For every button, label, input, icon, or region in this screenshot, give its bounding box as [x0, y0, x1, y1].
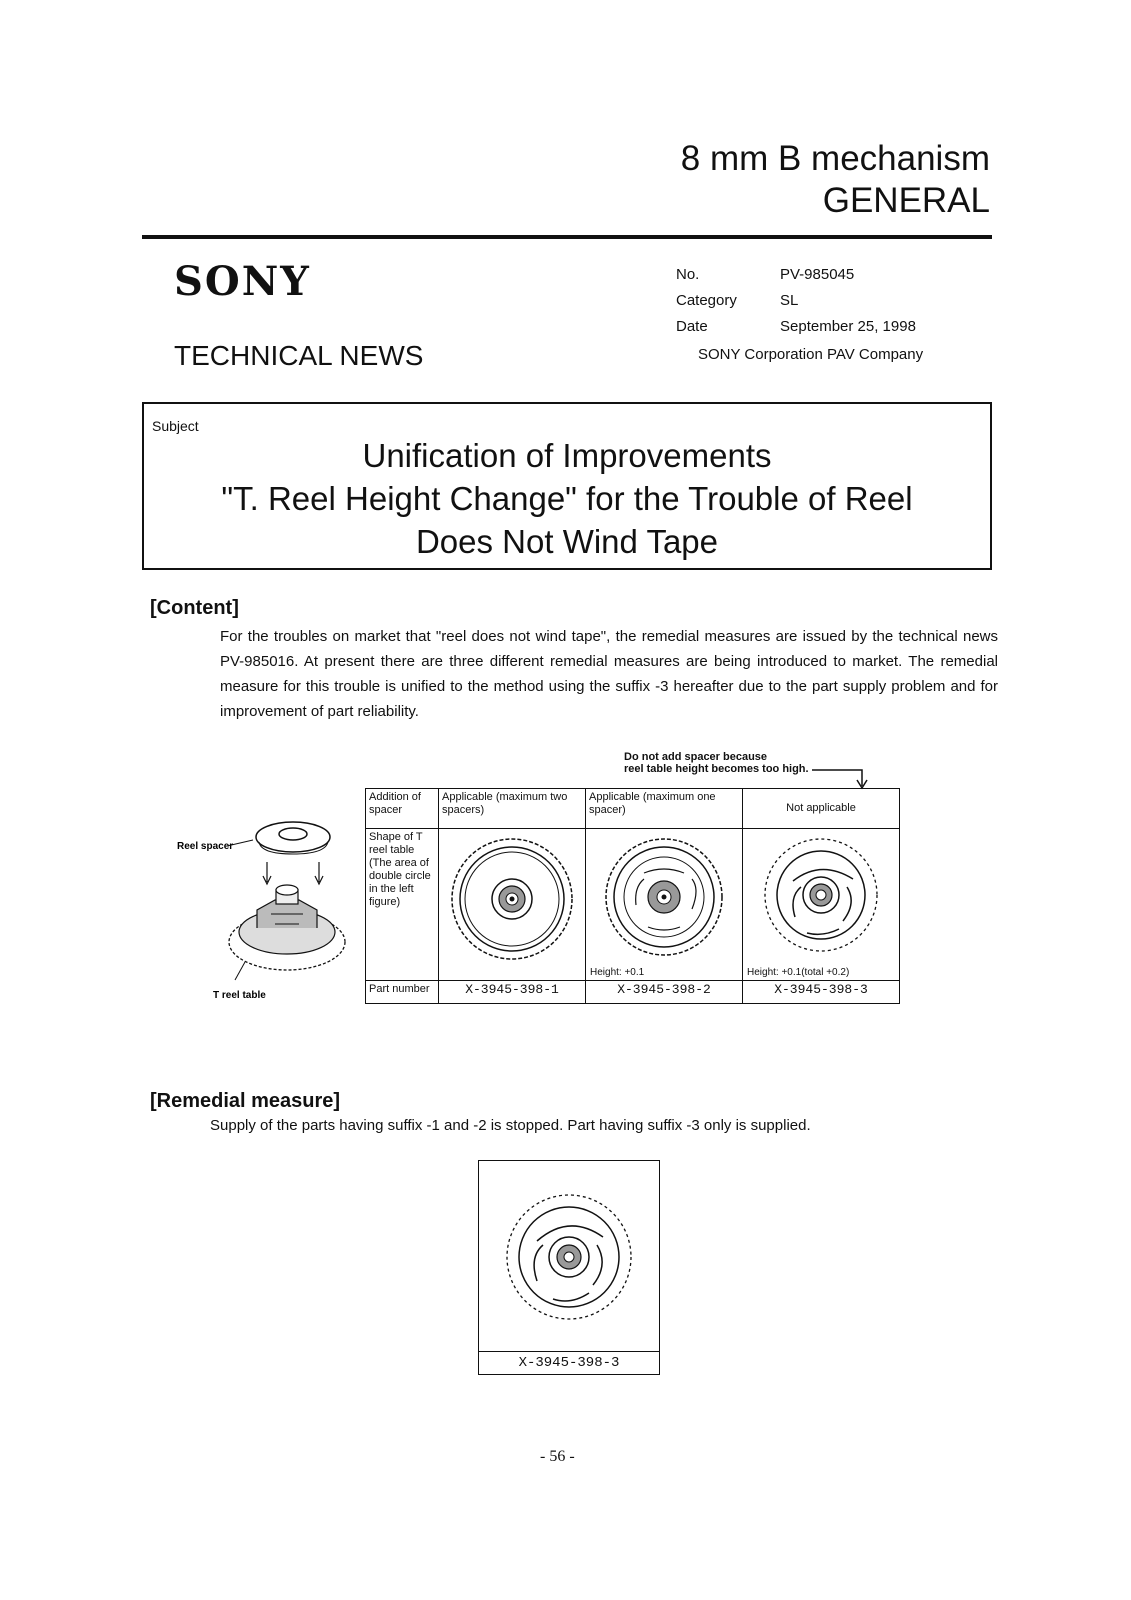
- meta-category-value: SL: [780, 292, 799, 309]
- reel-table-3-image: [743, 829, 899, 977]
- subject-title: [144, 434, 990, 563]
- t-reel-table-label: T reel table: [213, 990, 266, 1001]
- supplied-reel-table-image: [479, 1161, 658, 1351]
- col3-height-label: Height: +0.1(total +0.2): [747, 967, 850, 978]
- col1-part-number: X-3945-398-1: [439, 981, 586, 1004]
- row-head-part-number: Part number: [366, 981, 439, 1004]
- sony-logo: SONY: [174, 258, 311, 305]
- technical-news-label: TECHNICAL NEWS: [174, 340, 424, 371]
- col2-part-number: X-3945-398-2: [586, 981, 743, 1004]
- document-category-title: [560, 138, 990, 222]
- down-arrow-icon: [315, 862, 323, 884]
- reel-table-2-image: [586, 829, 742, 977]
- mechanism-title: 8 mm B mechanism: [680, 139, 990, 178]
- header-divider: [142, 235, 992, 239]
- content-paragraph: For the troubles on market that "reel does not wind tape", the remedial measures are issued by the technical news PV-985016. At present there are three different remedial measures are being introduced to market. The remedial measure for this trouble is unified to the method using the suffix -3 hereafter due to the part supply problem and for improvement of part reliability.: [220, 628, 998, 720]
- document-meta: [676, 262, 923, 368]
- reel-spacer-diagram: [175, 820, 360, 1025]
- row-head-spacer: Addition of spacer: [366, 789, 439, 829]
- meta-no-value: PV-985045: [780, 266, 855, 283]
- note-line-1: Do not add spacer because: [624, 751, 768, 763]
- meta-category-label: Category: [676, 292, 737, 309]
- reel-shape-3: [743, 829, 900, 981]
- reel-shape-2: [586, 829, 743, 981]
- meta-row-category: [676, 288, 923, 314]
- page-number: - 56 -: [540, 1448, 575, 1465]
- meta-no-label: No.: [676, 266, 700, 283]
- subject-line-3: Does Not Wind Tape: [415, 523, 719, 560]
- subject-box: [142, 402, 992, 570]
- meta-row-no: [676, 262, 923, 288]
- reel-shape-1: [439, 829, 586, 981]
- meta-date-label: Date: [676, 318, 708, 335]
- meta-date-value: September 25, 1998: [780, 318, 916, 335]
- col2-head: Applicable (maximum one spacer): [586, 789, 743, 829]
- reel-table-1-image: [439, 829, 585, 977]
- spacer-warning-note: [624, 751, 809, 775]
- col3-part-number: X-3945-398-3: [743, 981, 900, 1004]
- remedial-paragraph: Supply of the parts having suffix -1 and -2 is stopped. Part having suffix -3 only is supplied.: [210, 1117, 811, 1134]
- col2-height-label: Height: +0.1: [590, 967, 645, 978]
- supplied-part-box: [478, 1160, 660, 1375]
- content-heading: [Content]: [150, 597, 239, 619]
- subject-line-1: Unification of Improvements: [362, 437, 772, 474]
- supplied-part-number: X-3945-398-3: [479, 1351, 659, 1374]
- part-comparison-table: [365, 788, 900, 1004]
- note-line-2: reel table height becomes too high.: [624, 763, 809, 775]
- reel-spacer-ring: [256, 822, 330, 852]
- general-title: GENERAL: [822, 181, 990, 220]
- remedial-heading: [Remedial measure]: [150, 1090, 341, 1112]
- col1-head: Applicable (maximum two spacers): [439, 789, 586, 829]
- subject-label: Subject: [152, 418, 199, 434]
- meta-organization: SONY Corporation PAV Company: [698, 346, 924, 363]
- col3-head: Not applicable: [743, 789, 900, 829]
- reel-spacer-label: Reel spacer: [177, 841, 234, 852]
- meta-row-date: [676, 314, 923, 340]
- subject-line-2: "T. Reel Height Change" for the Trouble of Reel: [221, 480, 913, 517]
- down-arrow-icon: [263, 862, 271, 884]
- row-head-shape: Shape of T reel table (The area of double circle in the left figure): [366, 829, 439, 981]
